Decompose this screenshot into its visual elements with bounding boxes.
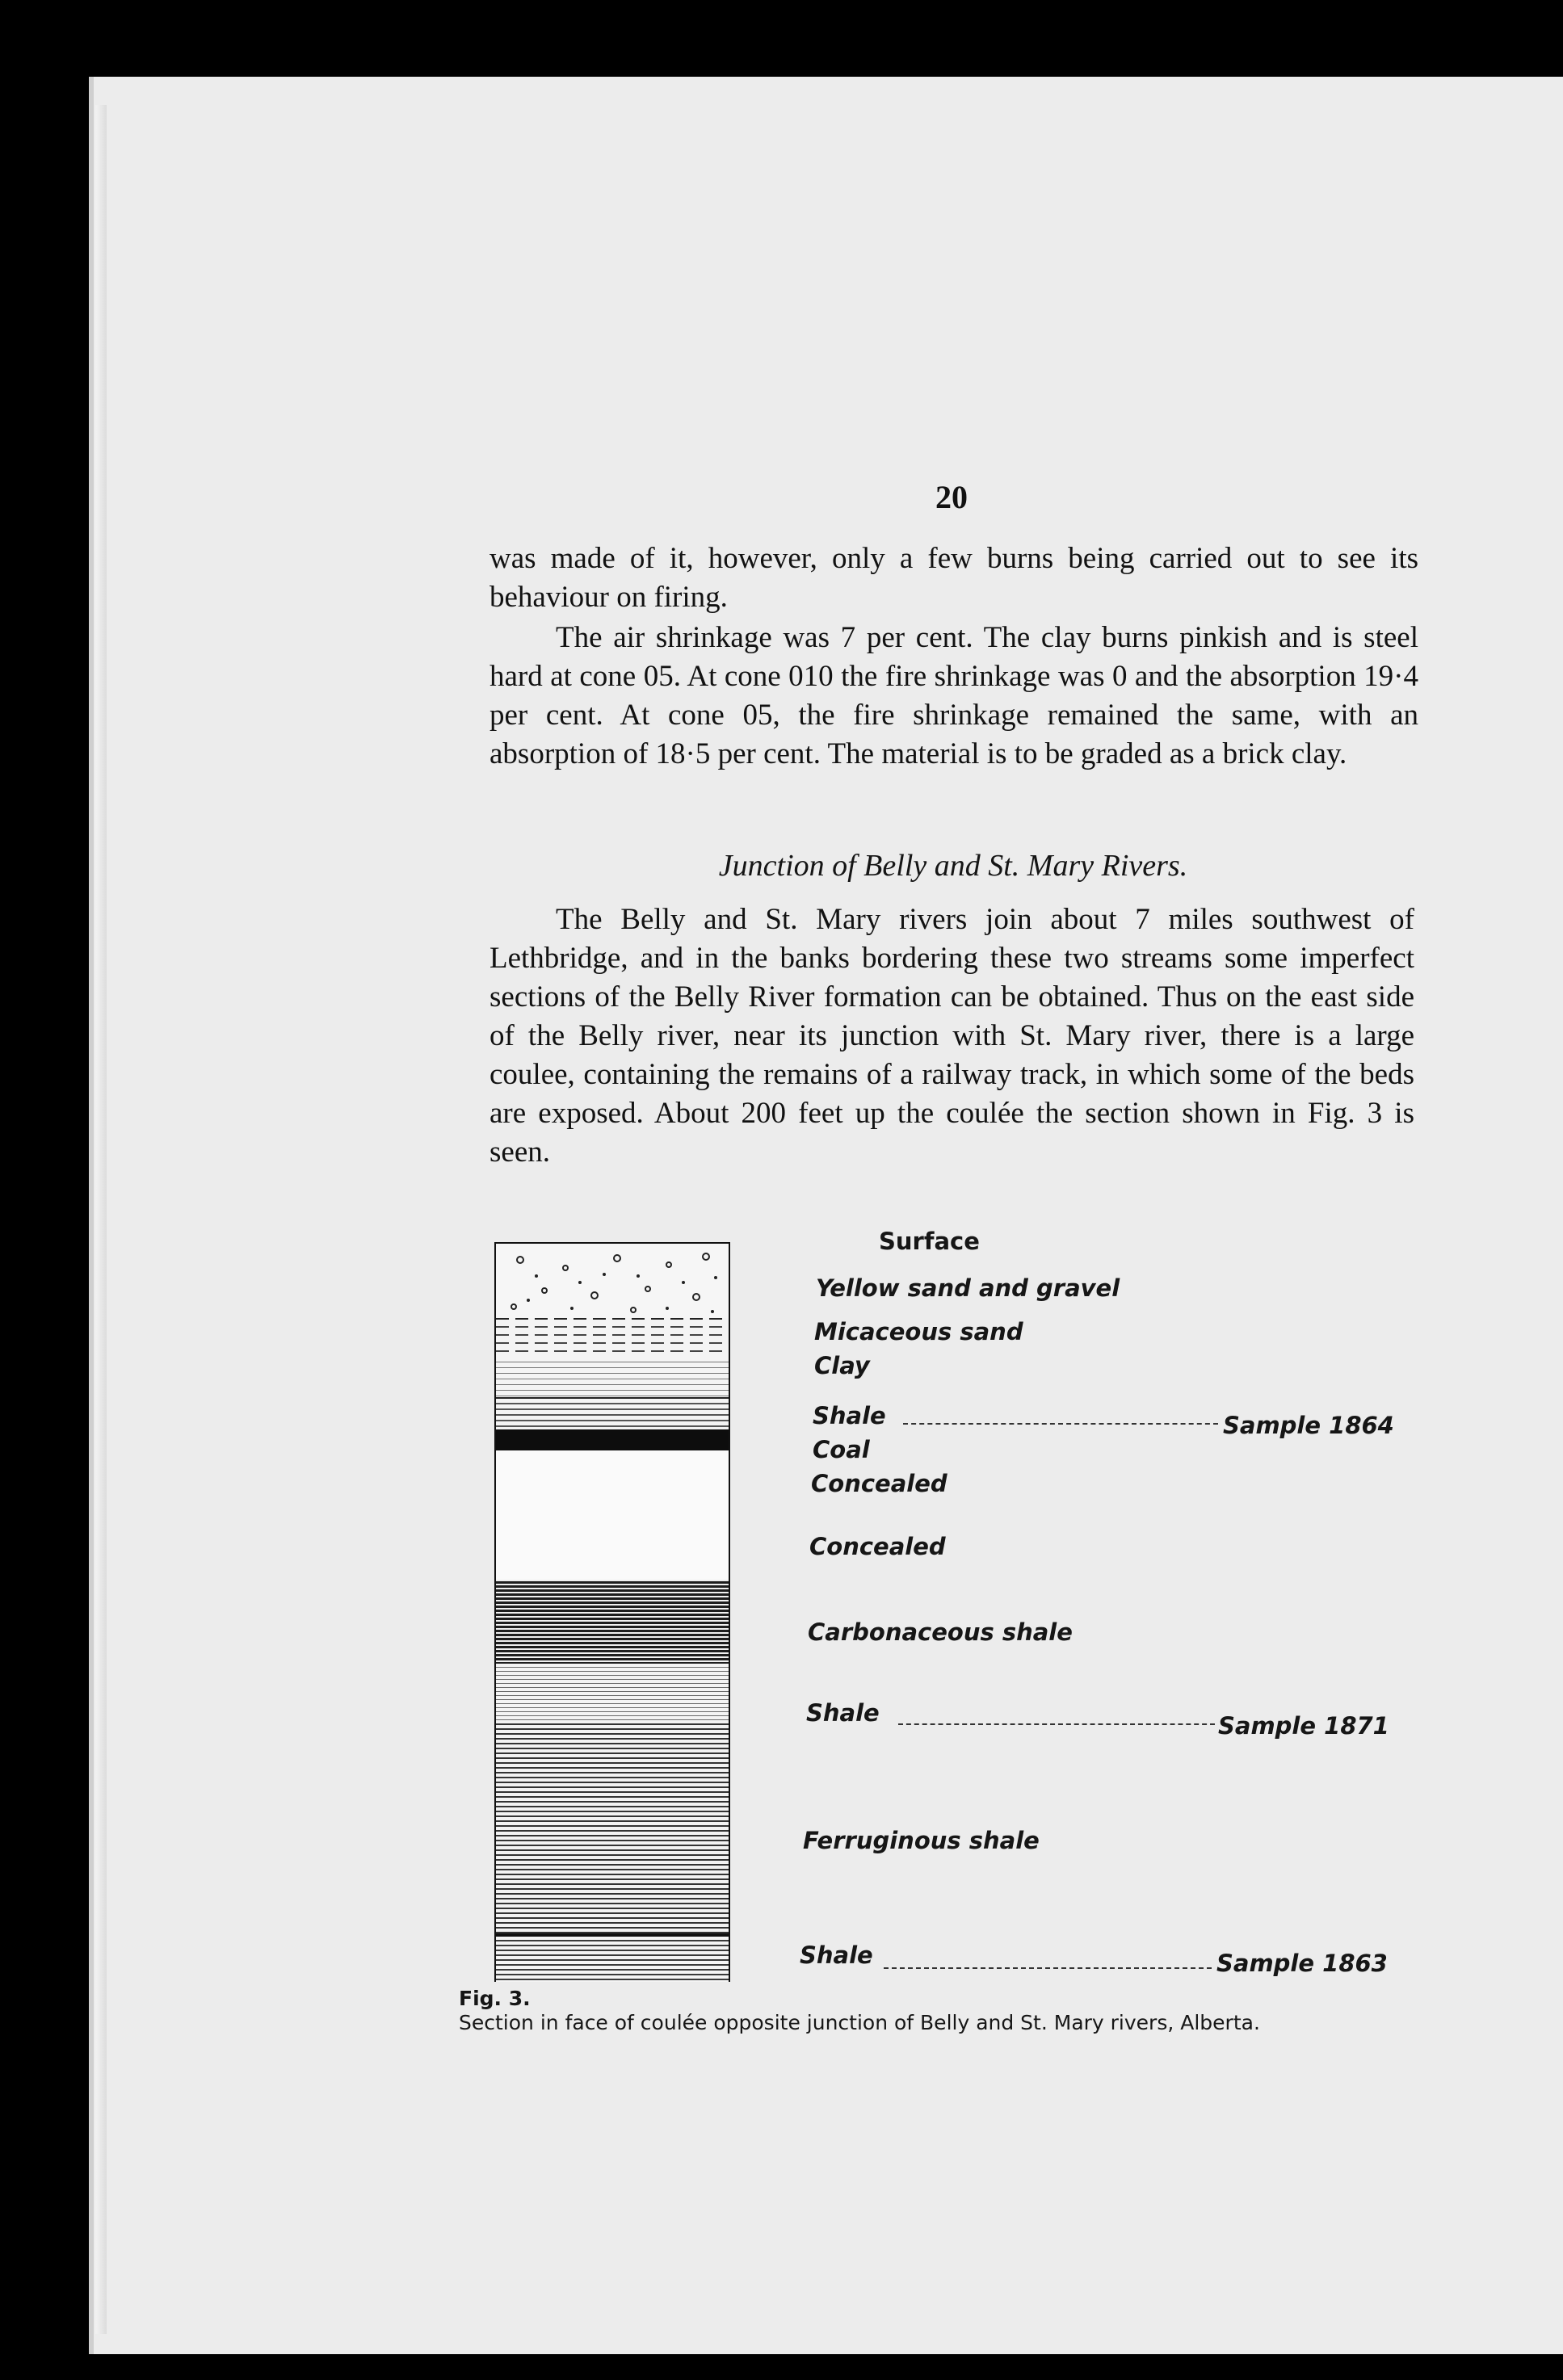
leader-line-1864 (903, 1423, 1218, 1425)
label-concealed-1: Concealed (811, 1470, 947, 1497)
section-heading: Junction of Belly and St. Mary Rivers. (718, 849, 1188, 883)
figure-caption (459, 1987, 1412, 2035)
label-clay: Clay (814, 1352, 870, 1379)
opening-text (489, 539, 1418, 774)
label-gravel: Yellow sand and gravel (816, 1274, 1120, 1302)
layer-ferruginous-shale (496, 1720, 729, 1933)
label-shale-3: Shale (800, 1941, 873, 1969)
label-shale-2: Shale (806, 1699, 880, 1727)
layer-concealed-2 (496, 1496, 729, 1581)
layer-concealed-1 (496, 1450, 729, 1497)
layer-shale-1863 (496, 1933, 729, 1982)
label-concealed-2: Concealed (809, 1533, 946, 1560)
paragraph-junction: The Belly and St. Mary rivers join about 7 miles southwest of Lethbridge, and in the banks bordering these two streams some imperfect sections of the Belly River formation can be obtained. Thus on the east side of the Belly river, near its junction with St. Mary river, there is a large coulee, containing the remains of a railway track, in which some of the beds are exposed. About 200 feet up the coulée the section shown in Fig. 3 is seen. (489, 903, 1414, 1169)
layer-micaceous-sand (496, 1318, 729, 1358)
layer-gravel (496, 1244, 729, 1318)
paragraph-shrinkage: The air shrinkage was 7 per cent. The clay burns pinkish and is steel hard at cone 05. At cone 010 the fire shrinkage was 0 and the absorption 19·4 per cent. At cone 05, the fire shrinkage remained the same, with an absorption of 18·5 per cent. The material is to be graded as a brick clay. (489, 621, 1418, 770)
label-shale-1: Shale (813, 1402, 886, 1429)
label-surface: Surface (879, 1228, 980, 1255)
leader-line-1871 (898, 1723, 1215, 1725)
layer-coal (496, 1429, 729, 1450)
leader-line-1863 (884, 1967, 1212, 1969)
layer-carbonaceous-shale (496, 1580, 729, 1664)
label-ferruginous-shale: Ferruginous shale (803, 1827, 1040, 1854)
label-sample-1863: Sample 1863 (1216, 1950, 1388, 1977)
label-sample-1871: Sample 1871 (1218, 1712, 1389, 1740)
label-carbonaceous-shale: Carbonaceous shale (808, 1618, 1073, 1646)
section-text (489, 900, 1414, 1172)
page-edge-shadow (95, 105, 107, 2334)
label-micaceous-sand: Micaceous sand (814, 1318, 1023, 1345)
gravel-pattern (496, 1244, 729, 1318)
stratigraphic-column (494, 1242, 730, 1982)
page-number: 20 (935, 479, 968, 515)
label-sample-1864: Sample 1864 (1223, 1412, 1394, 1439)
layer-shale-1864 (496, 1397, 729, 1431)
layer-shale-1871 (496, 1664, 729, 1720)
figure-caption-text: Section in face of coulée opposite junction of Belly and St. Mary rivers, Alberta. (459, 2011, 1260, 2034)
layer-clay (496, 1357, 729, 1397)
figure-label: Fig. 3. (459, 1987, 531, 2010)
label-coal: Coal (813, 1436, 870, 1463)
paragraph-continuation: was made of it, however, only a few burns being carried out to see its behaviour on firing. (489, 542, 1418, 614)
